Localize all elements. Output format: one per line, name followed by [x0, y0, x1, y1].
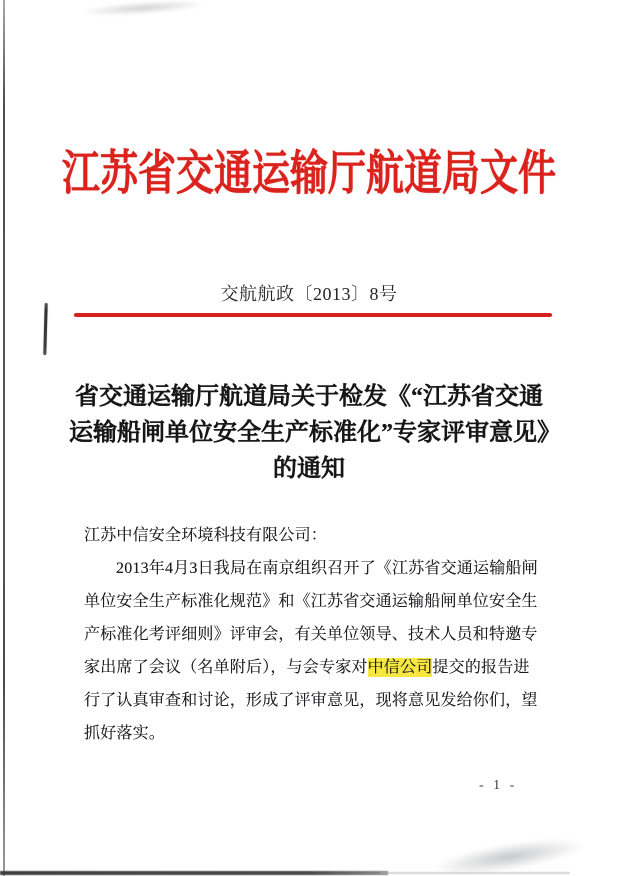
body-text: [84, 519, 546, 750]
notice-title-line-3: 的通知: [273, 456, 345, 482]
body-line-6: 抓好落实。: [84, 725, 166, 742]
scan-edge-left: [3, 0, 5, 876]
body-line-4-post: 提交的报告进: [432, 659, 530, 676]
scan-smudge-top: [78, 0, 209, 19]
body-line-3: 产标准化考评细则》评审会，有关单位领导、技术人员和特邀专: [84, 626, 538, 643]
document-header-title: 江苏省交通运输厅航道局文件: [61, 148, 556, 201]
notice-title-line-2: 运输船闸单位安全生产标准化”专家评审意见》: [69, 420, 561, 446]
red-divider-rule: [74, 313, 552, 317]
document-number: 交航航政〔2013〕8号: [220, 284, 398, 304]
scan-edge-bottom-light: [380, 872, 570, 874]
scan-smudge-bottom-right: [433, 832, 585, 876]
highlight-mark: 中信公司: [367, 659, 433, 676]
body-line-1: 2013年4月3日我局在南京组织召开了《江苏省交通运输船闸: [116, 560, 538, 577]
staple-mark: [43, 303, 47, 355]
salutation-line: 江苏中信安全环境科技有限公司：: [84, 527, 328, 544]
body-line-5: 行了认真审查和讨论，形成了评审意见，现将意见发给你们，望: [84, 692, 538, 709]
scan-edge-bottom: [0, 871, 388, 875]
body-line-4: [84, 651, 546, 684]
page-number: - 1 -: [479, 778, 518, 793]
notice-title-line-1: 省交通运输厅航道局关于检发《“江苏省交通: [75, 384, 543, 410]
body-line-2: 单位安全生产标准化规范》和《江苏省交通运输船闸单位安全生: [84, 593, 538, 610]
body-line-4-pre: 家出席了会议（名单附后），与会专家对: [84, 659, 368, 676]
notice-title: [69, 379, 561, 487]
